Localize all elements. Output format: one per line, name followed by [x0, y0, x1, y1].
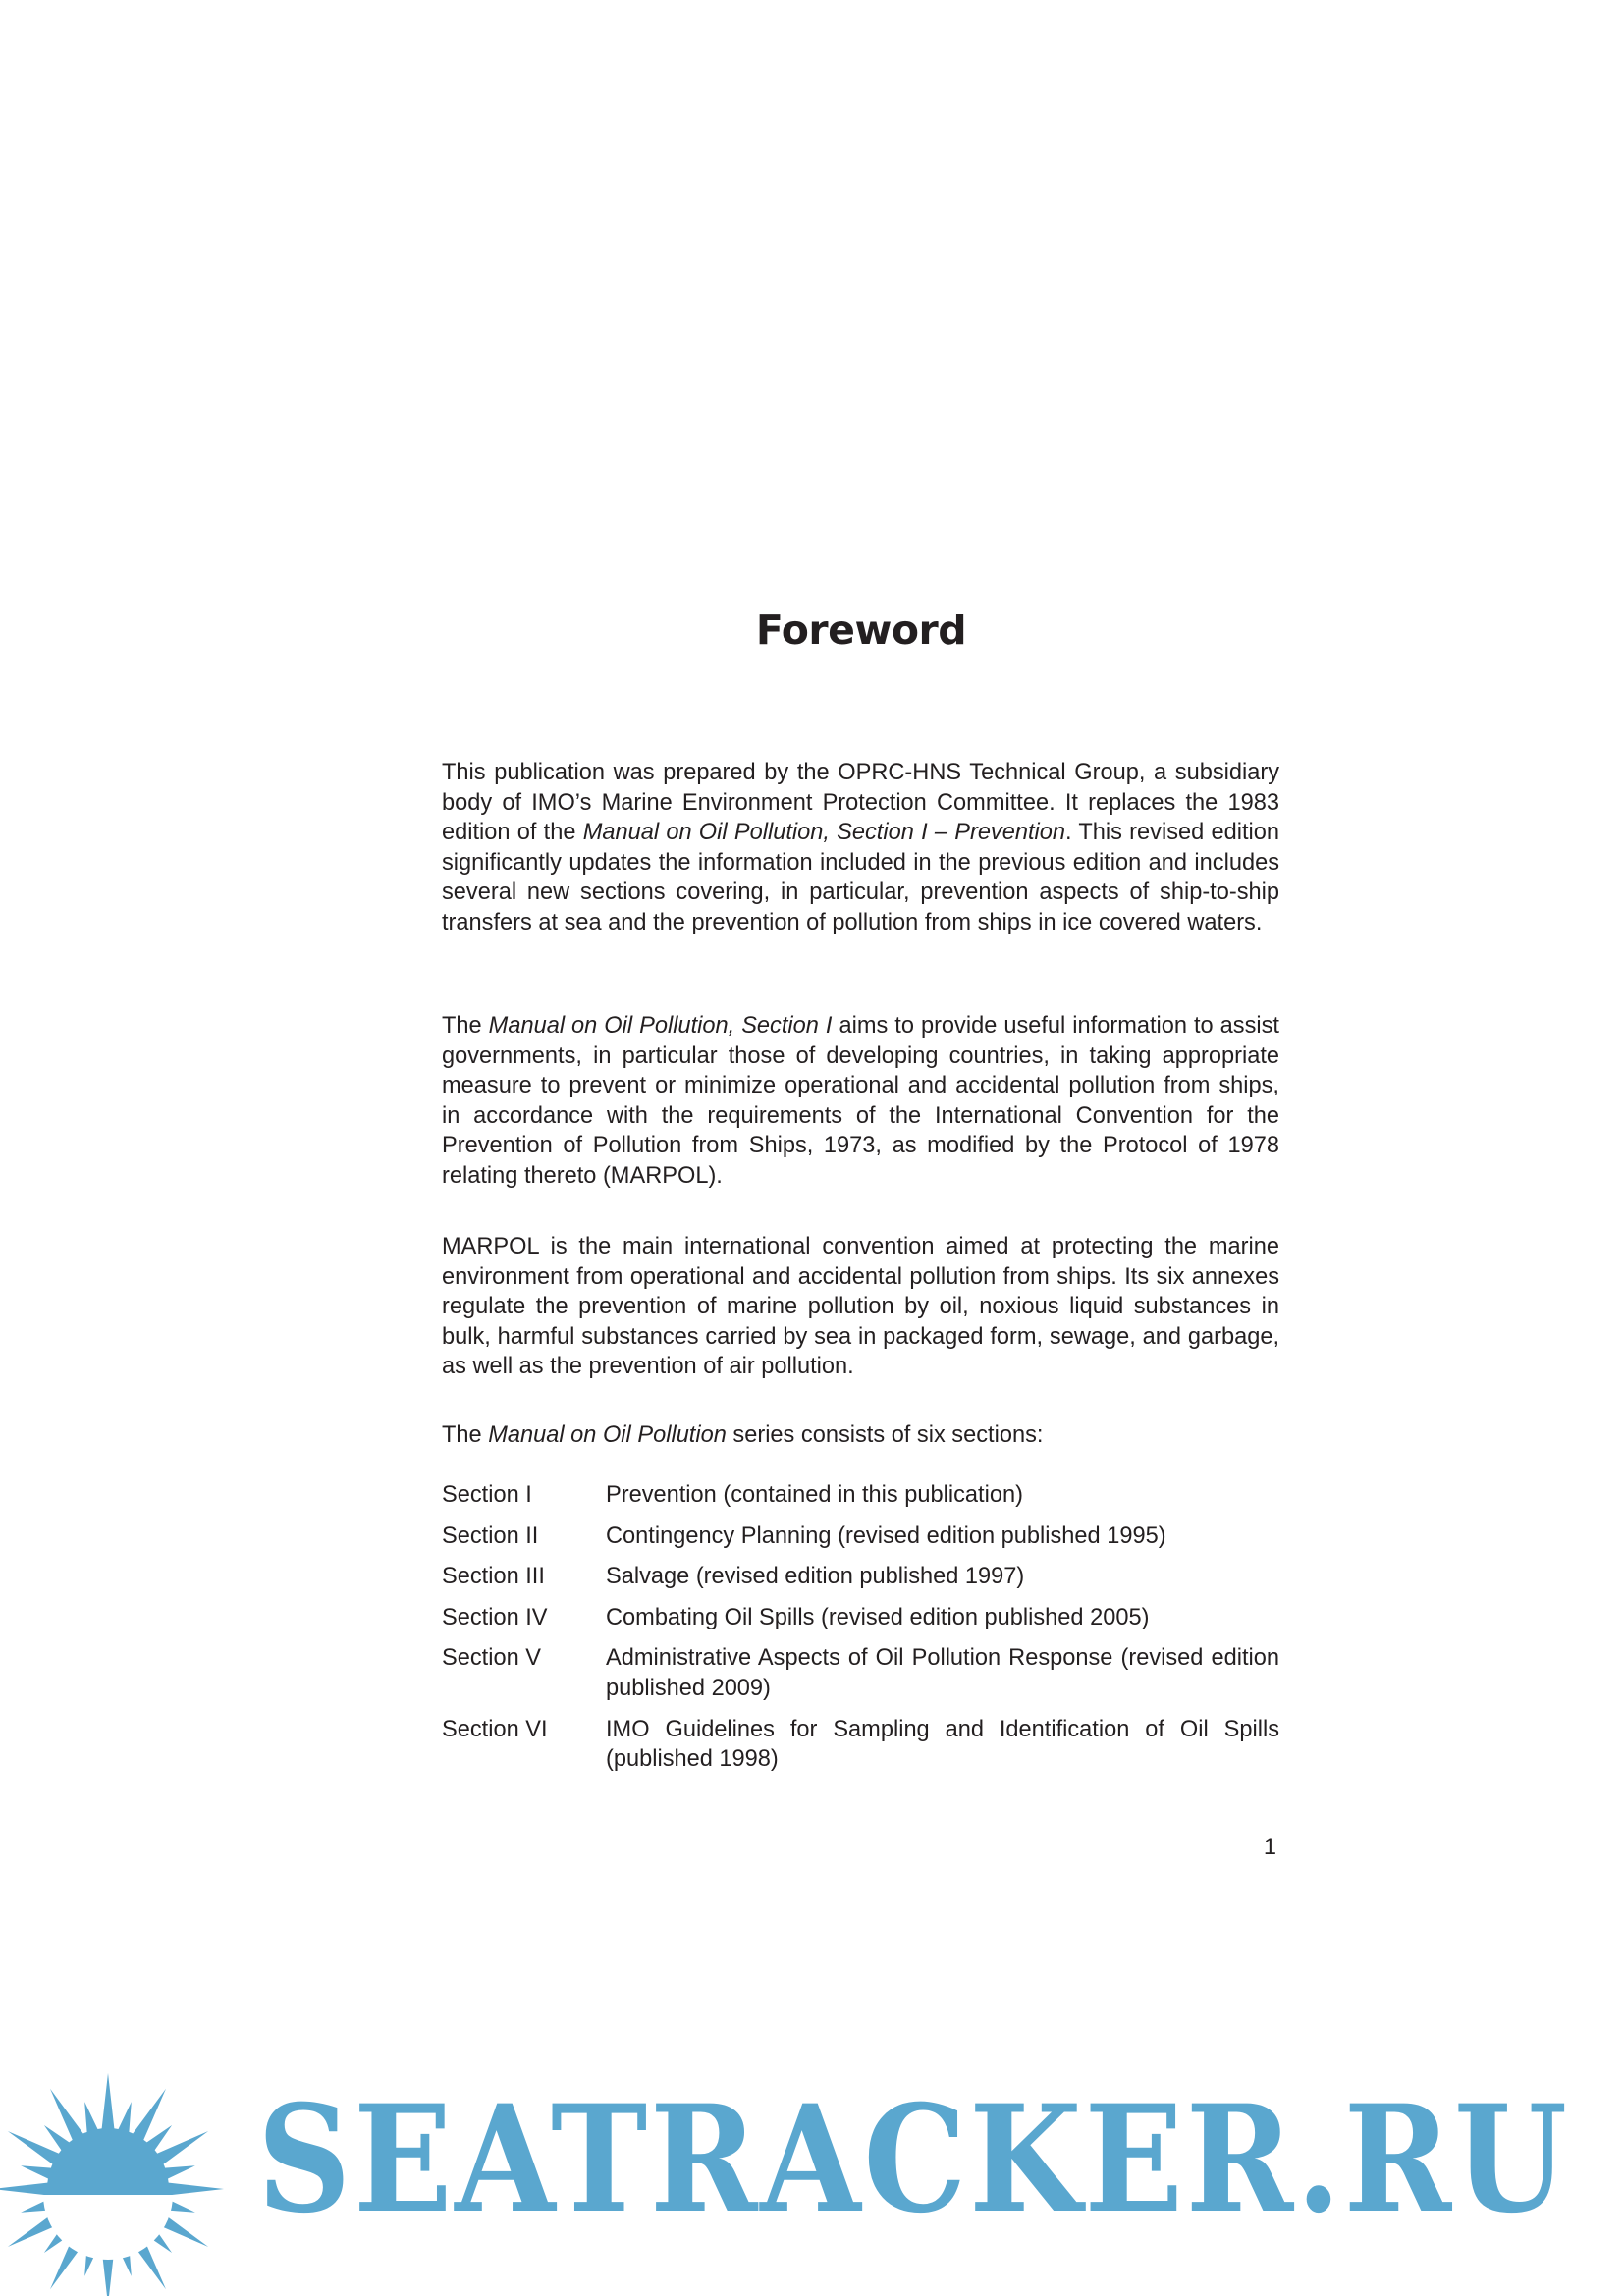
watermark-text: SEATRACKER.RU	[257, 2073, 1570, 2246]
sections-list	[442, 1480, 1279, 1786]
page-number: 1	[1263, 1835, 1276, 1860]
section-description: IMO Guidelines for Sampling and Identification of Oil Spills (published 1998)	[606, 1716, 1279, 1773]
sun-ray	[0, 2182, 49, 2195]
paragraph-text: This publication was prepared by the OPRC-HNS Technical Group, a subsidiary body of IMO’s Marine Environment Protection Committee. It replaces the 1983 edition of the	[442, 760, 1279, 846]
section-label: Section I	[442, 1482, 532, 1508]
paragraph-text: series consists of six sections:	[726, 1422, 1044, 1448]
section-label: Section IV	[442, 1604, 548, 1630]
sun-icon	[0, 2073, 224, 2296]
section-label: Section III	[442, 1564, 545, 1590]
paragraph-intro	[442, 758, 1279, 938]
sun-ray	[118, 2102, 132, 2134]
list-item	[442, 1715, 1279, 1775]
section-description: Prevention (contained in this publication)	[606, 1482, 1023, 1508]
sun-ray	[101, 2073, 114, 2130]
section-label: Section VI	[442, 1716, 548, 1742]
paragraph-text: The	[442, 1013, 489, 1039]
list-item	[442, 1603, 1279, 1633]
manual-title-italic: Manual on Oil Pollution	[488, 1422, 727, 1448]
section-label: Section V	[442, 1645, 541, 1672]
list-item	[442, 1643, 1279, 1703]
section-description: Combating Oil Spills (revised edition published 2005)	[606, 1604, 1150, 1630]
list-item	[442, 1522, 1279, 1552]
section-description: Contingency Planning (revised edition published 1995)	[606, 1522, 1166, 1549]
sun-ray	[84, 2102, 98, 2134]
manual-title-italic: Manual on Oil Pollution, Section I – Prevention	[582, 820, 1066, 846]
page-title: Foreword	[755, 607, 967, 654]
sun-ray	[163, 2165, 195, 2179]
section-description: Administrative Aspects of Oil Pollution Response (revised edition published 2009)	[606, 1645, 1279, 1701]
paragraph-purpose	[442, 1011, 1279, 1192]
paragraph-text: aims to provide useful information to assist governments, in particular those of developing countries, in taking appropriate measure to prevent or minimize operational and accidental pollution from ships, in accordance with the requirements of the International Convention for the Prevention of Pollution from Ships, 1973, as modified by the Protocol of 1978 relating thereto (MARPOL).	[442, 1013, 1279, 1189]
paragraph-marpol	[442, 1232, 1279, 1382]
paragraph-text: MARPOL is the main international convention aimed at protecting the marine environment from operational and accidental pollution from ships. Its six annexes regulate the prevention of marine pollution by oil, noxious liquid substances in bulk, harmful substances carried by sea in packaged form, sewage, and garbage, as well as the prevention of air pollution.	[442, 1234, 1279, 1380]
sun-ray	[167, 2182, 224, 2195]
list-item	[442, 1480, 1279, 1511]
manual-title-italic: Manual on Oil Pollution, Section I	[488, 1013, 833, 1039]
paragraph-text: . This revised edition significantly updates the information included in the previous edition and includes several new sections covering, in particular, prevention aspects of ship-to-ship transfers at sea and the prevention of pollution from ships in ice covered waters.	[442, 820, 1279, 935]
sun-ray	[21, 2165, 53, 2179]
list-item	[442, 1562, 1279, 1592]
section-description: Salvage (revised edition published 1997)	[606, 1564, 1025, 1590]
paragraph-series	[442, 1420, 1279, 1451]
section-label: Section II	[442, 1522, 539, 1549]
paragraph-text: The	[442, 1422, 489, 1448]
